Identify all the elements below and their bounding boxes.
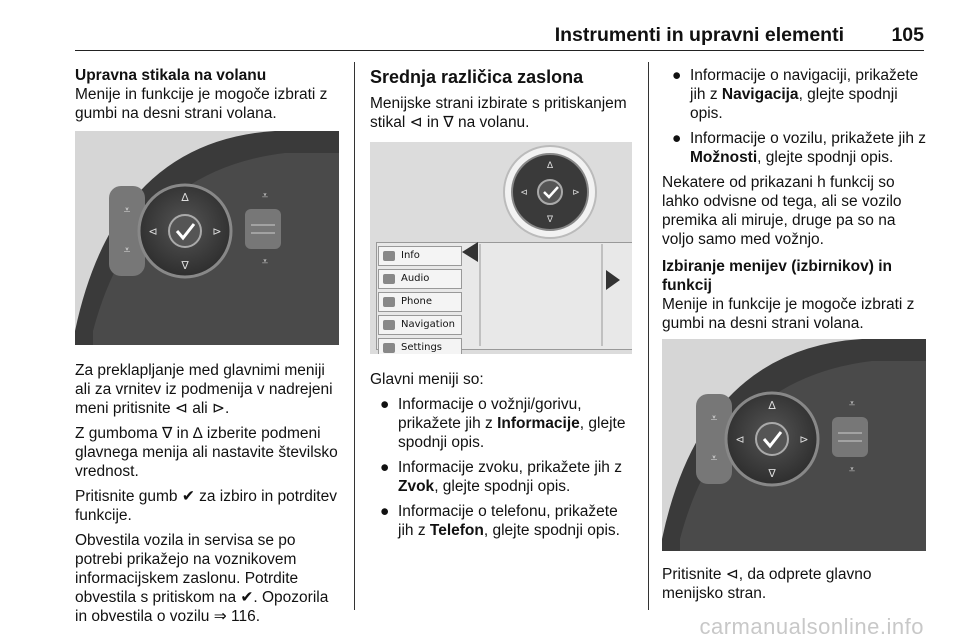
- bullet-icon: ●: [672, 67, 682, 84]
- svg-text:⩡: ⩡: [710, 451, 718, 465]
- body-text: Pritisnite gumb ✔ za izbiro in potrditev funkcije.: [75, 488, 337, 524]
- intro-text: Menije in funkcije je mogoče izbrati z gumbi na desni strani volana.: [75, 86, 328, 122]
- body-text: Nekatere od prikazani h funkcij so lahko odvisne od tega, ali se vozilo premika ali miruje, druge pa so na voljo samo med vožnjo.: [662, 174, 902, 248]
- bullet-icon: ●: [380, 396, 390, 413]
- svg-text:⩡: ⩡: [848, 397, 856, 410]
- svg-text:⩡: ⩡: [848, 463, 856, 476]
- list-item-text: , glejte spodnji opis.: [757, 149, 894, 166]
- section-heading: Izbiranje menijev (izbirnikov) in funkcij: [662, 258, 892, 294]
- list-item-text: , glejte spodnji opis.: [690, 86, 898, 122]
- svg-text:⊲: ⊲: [148, 225, 158, 238]
- body-text: Obvestila vozila in servisa se po potrebi prikažejo na voznikovem informacijskem zaslonu. Potrdite obvestila s pritiskom na ✔. Opozorila in obvestila o vozilu ⇒ 116.: [75, 532, 329, 625]
- svg-text:∇: ∇: [181, 259, 189, 272]
- svg-text:⊳: ⊳: [572, 188, 580, 198]
- steering-wheel-controls-image: [75, 131, 339, 345]
- svg-text:⩡: ⩡: [261, 189, 269, 202]
- menu-name: Možnosti: [690, 149, 758, 166]
- list-intro: Glavni meniji so:: [370, 371, 484, 388]
- svg-text:∇: ∇: [768, 467, 776, 480]
- list-item: [370, 502, 634, 540]
- bullet-icon: ●: [380, 503, 390, 520]
- svg-text:⊲: ⊲: [735, 433, 745, 446]
- menu-name: Zvok: [398, 478, 435, 495]
- svg-text:⊳: ⊳: [799, 433, 809, 446]
- intro-text: Menije in funkcije je mogoče izbrati z gumbi na desni strani volana.: [662, 296, 915, 332]
- section-title: Instrumenti in upravni elementi: [554, 24, 844, 46]
- svg-text:⩡: ⩡: [261, 255, 269, 268]
- menu-item-label: Settings: [401, 342, 443, 353]
- svg-text:⊲: ⊲: [520, 188, 528, 198]
- svg-text:∆: ∆: [546, 161, 554, 171]
- menu-name: Informacije: [497, 415, 580, 432]
- list-item-text: Informacije o navigaciji, prikažete jih z: [690, 67, 919, 103]
- list-item: [370, 395, 634, 452]
- column-2: [370, 66, 634, 546]
- steering-wheel-illustration: [662, 339, 926, 551]
- menu-item-label: Navigation: [401, 319, 455, 330]
- svg-text:⊳: ⊳: [212, 225, 222, 238]
- column-divider: [354, 62, 355, 610]
- body-text: Pritisnite ⊲, da odprete glavno menijsko stran.: [662, 566, 872, 602]
- list-item-text: , glejte spodnji opis.: [398, 415, 626, 451]
- column-1: [75, 66, 343, 632]
- svg-text:∇: ∇: [546, 215, 554, 225]
- list-item-text: Informacije o vozilu, prikažete jih z: [690, 130, 927, 147]
- steering-wheel-controls-image: [662, 339, 926, 551]
- list-item-text: Informacije o telefonu, prikažete jih z: [398, 503, 618, 539]
- display-menu-image: [370, 142, 632, 354]
- menu-name: Telefon: [429, 522, 484, 539]
- svg-text:⩡: ⩡: [123, 243, 131, 257]
- display-overlay: [370, 142, 632, 354]
- column-3: [662, 66, 930, 609]
- body-text: Za preklapljanje med glavnimi meniji ali za vrnitev iz podmenija v nadrejeni meni pritisnite ⊲ ali ⊳.: [75, 362, 333, 417]
- section-heading: Upravna stikala na volanu: [75, 67, 267, 84]
- column-divider: [648, 62, 649, 610]
- svg-text:⩡: ⩡: [710, 411, 718, 425]
- list-item-text: , glejte spodnji opis.: [434, 478, 571, 495]
- page-number: 105: [891, 24, 924, 46]
- body-text: Z gumboma ∇ in ∆ izberite podmeni glavnega menija ali nastavite številsko vrednost.: [75, 425, 338, 480]
- menu-item-label: Info: [401, 250, 420, 261]
- watermark: carmanualsonline.info: [699, 614, 924, 639]
- section-heading: Srednja različica zaslona: [370, 67, 584, 87]
- list-item-text: Informacije o vožnji/gorivu, prikažete jih z: [398, 396, 582, 432]
- svg-text:∆: ∆: [181, 191, 189, 204]
- steering-wheel-illustration: [75, 131, 339, 345]
- menu-item-label: Audio: [401, 273, 430, 284]
- bullet-icon: ●: [672, 130, 682, 147]
- list-item-text: , glejte spodnji opis.: [483, 522, 620, 539]
- list-item: [662, 129, 930, 167]
- bullet-icon: ●: [380, 459, 390, 476]
- svg-text:⩡: ⩡: [123, 203, 131, 217]
- intro-text: Menijske strani izbirate s pritiskanjem stikal ⊲ in ∇ na volanu.: [370, 95, 627, 131]
- menu-item-label: Phone: [401, 296, 432, 307]
- list-item: [662, 66, 930, 123]
- main-menus-list: [370, 395, 634, 540]
- page-header: [75, 26, 924, 51]
- list-item-text: Informacije zvoku, prikažete jih z: [398, 459, 622, 476]
- main-menus-list-continued: [662, 66, 930, 167]
- svg-text:∆: ∆: [768, 399, 776, 412]
- list-item: [370, 458, 634, 496]
- menu-name: Navigacija: [721, 86, 799, 103]
